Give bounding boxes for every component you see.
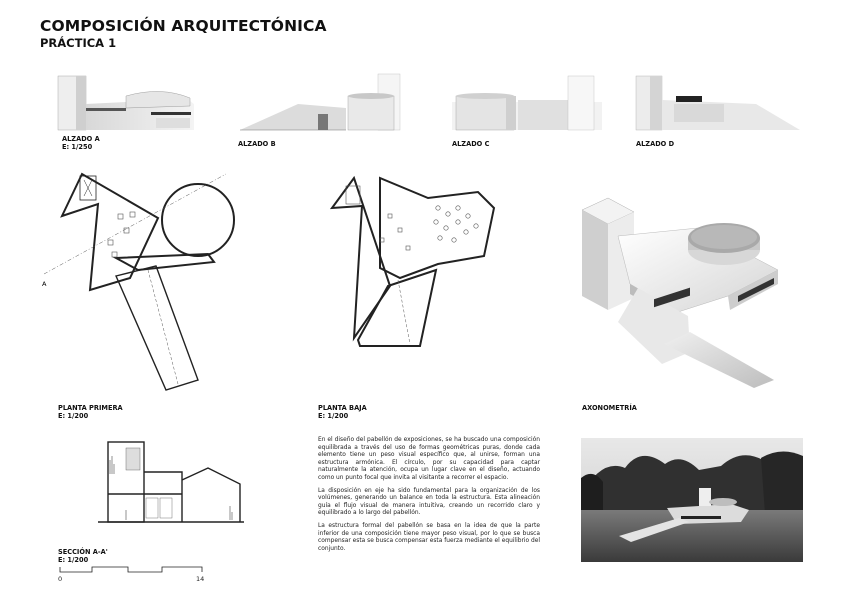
elevation-a-scale: E: 1/250 — [62, 143, 93, 151]
description-paragraph-3: La estructura formal del pabellón se basa en la idea de que la parte inferior de una composición tiene mayor peso visual, por lo que se busca compensar esta se busca compensar esta fuerza mediante el equilibrio del conjunto. — [318, 522, 540, 552]
first-floor-plan-label: PLANTA PRIMERA — [58, 404, 123, 412]
elevation-a-label: ALZADO A — [62, 135, 100, 143]
page-title: COMPOSICIÓN ARQUITECTÓNICA — [40, 17, 327, 35]
first-floor-plan-drawing — [38, 158, 248, 398]
scale-bar-start: 0 — [58, 575, 63, 583]
section-drawing — [98, 438, 248, 528]
axonometry-drawing — [578, 192, 806, 392]
elevation-a-drawing — [56, 74, 198, 132]
scale-bar — [58, 565, 208, 575]
elevation-d-drawing — [636, 74, 802, 132]
cut-marker-label: A — [42, 280, 47, 288]
model-photo — [581, 438, 803, 562]
elevation-c-label: ALZADO C — [452, 140, 490, 148]
section-label: SECCIÓN A-A' — [58, 548, 108, 556]
description-paragraph-2: La disposición en eje ha sido fundamental para la organización de los volúmenes, generando un balance en toda la estructura. Esta alineación guía el flujo visual de manera intuitiva, creando un recorrido claro y equilibrado a lo largo del pabellón. — [318, 487, 540, 517]
scale-bar-end: 14 — [196, 575, 205, 583]
elevation-d-label: ALZADO D — [636, 140, 675, 148]
page-subtitle: PRÁCTICA 1 — [40, 36, 117, 50]
ground-floor-plan-scale: E: 1/200 — [318, 412, 349, 420]
first-floor-plan-scale: E: 1/200 — [58, 412, 89, 420]
axonometry-label: AXONOMETRÍA — [582, 404, 637, 412]
description-paragraph-1: En el diseño del pabellón de exposiciones, se ha buscado una composición equilibrada a través del uso de formas geométricas puras, donde cada elemento tiene un peso visual específico que, al unirse, forman una estructura armónica. El círculo, por su capacidad para captar naturalmente la atención, ocupa un lugar clave en el diseño, actuando como un punto focal que invita al visitante a recorrer el espacio. — [318, 437, 540, 481]
section-scale: E: 1/200 — [58, 556, 89, 564]
elevation-b-drawing — [238, 74, 408, 132]
ground-floor-plan-drawing — [318, 168, 528, 398]
ground-floor-plan-label: PLANTA BAJA — [318, 404, 367, 412]
elevation-b-label: ALZADO B — [238, 140, 276, 148]
elevation-c-drawing — [452, 74, 602, 132]
description-text — [318, 437, 540, 558]
